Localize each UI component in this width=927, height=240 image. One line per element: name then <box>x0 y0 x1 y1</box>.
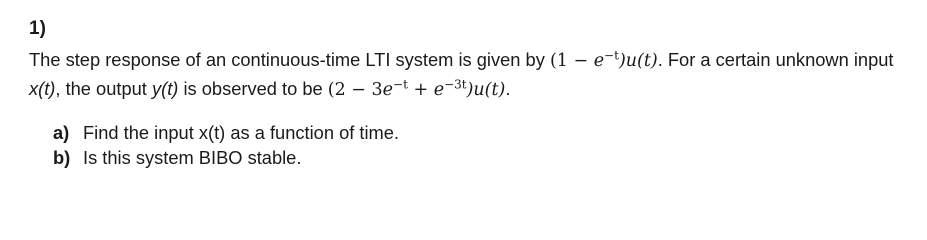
output-expr-base1: e <box>382 80 394 100</box>
step-response-exponent: −t <box>604 48 619 63</box>
statement-line2-tail: . <box>505 78 511 99</box>
statement-line-1 <box>29 46 919 75</box>
output-expression <box>327 77 506 100</box>
sub-question-text: Find the input x(t) as a function of time. <box>83 122 400 143</box>
output-expr-plus: + <box>407 80 434 100</box>
sub-question-text: Is this system BIBO stable. <box>83 147 302 168</box>
statement-line1-tail: . For a certain unknown input <box>657 49 894 70</box>
sub-question-marker: b) <box>53 147 71 168</box>
statement-line-2 <box>29 75 919 104</box>
statement-line2-mid2: is observed to be <box>178 78 328 99</box>
step-response-expression <box>549 48 658 71</box>
sub-question-a <box>53 120 399 145</box>
output-expr-exp1: −t <box>393 77 408 92</box>
output-expr-base2: e <box>433 80 445 100</box>
statement-intro-text: The step response of an continuous-time LTI system is given by <box>29 49 550 70</box>
statement-line2-mid1: , the output <box>55 78 152 99</box>
step-response-open: (1 − <box>549 51 594 71</box>
input-signal-label: x(t) <box>29 78 56 99</box>
output-expr-exp2: −3t <box>444 77 467 92</box>
sub-questions <box>53 120 399 170</box>
problem-statement <box>29 46 919 104</box>
output-expr-close: )u(t) <box>466 80 506 100</box>
sub-question-b <box>53 145 399 170</box>
sub-question-marker: a) <box>53 122 70 143</box>
problem-number: 1) <box>29 18 46 39</box>
output-expr-open: (2 − 3 <box>327 80 383 100</box>
output-signal-label: y(t) <box>151 78 179 99</box>
step-response-base: e <box>593 51 605 71</box>
step-response-close: )u(t) <box>618 51 658 71</box>
